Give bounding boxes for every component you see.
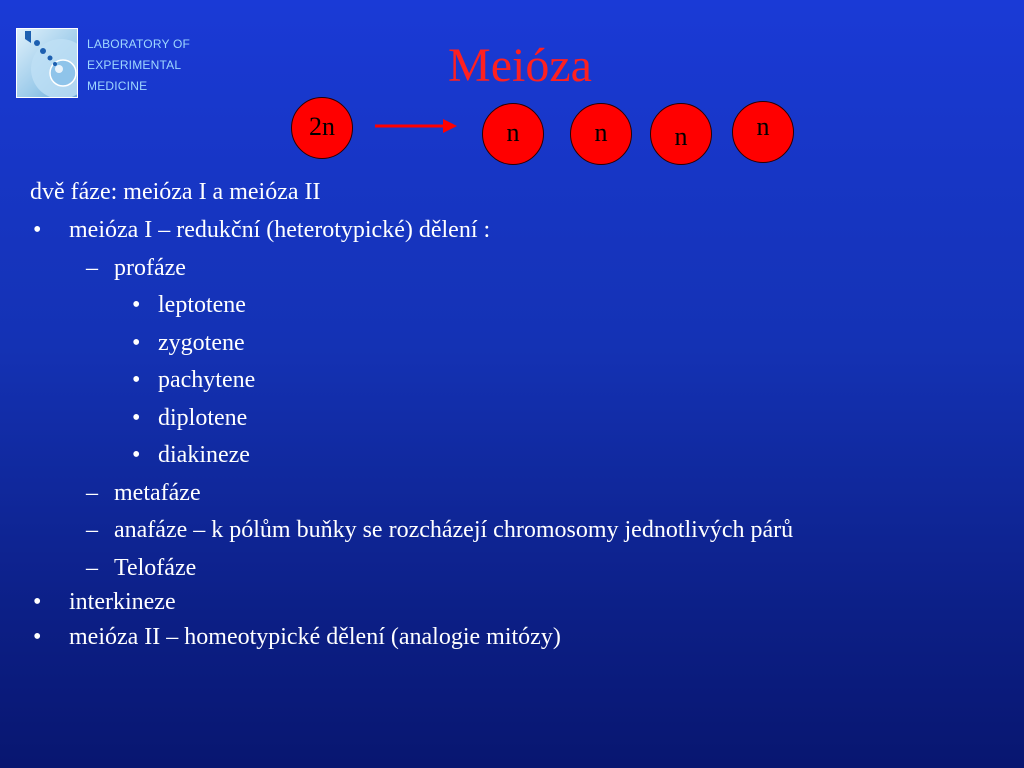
bullet-marker: •: [132, 442, 141, 468]
stage-item: leptotene: [158, 292, 246, 318]
bullet-marker: •: [132, 292, 141, 318]
parent-cell-label: 2n: [309, 112, 335, 141]
anaphase-item: anafáze – k pólům buňky se rozcházejí chromosomy jednotlivých párů: [114, 517, 794, 543]
bullet-marker: •: [132, 405, 141, 431]
arrow-icon: [375, 117, 457, 135]
telophase-item: Telofáze: [114, 555, 197, 581]
stage-item: pachytene: [158, 367, 256, 393]
daughter-cell-3: [650, 103, 712, 165]
daughter-cell-label: n: [506, 118, 520, 147]
dash-marker: –: [86, 480, 98, 506]
bullet-marker: •: [33, 589, 42, 615]
prophase-item: profáze: [114, 255, 186, 281]
daughter-cell-label: n: [674, 122, 688, 151]
logo-line-1: LABORATORY OF: [87, 37, 191, 51]
logo-line-3: MEDICINE: [87, 79, 148, 93]
dash-marker: –: [86, 517, 98, 543]
parent-cell-2n: [291, 97, 353, 159]
logo-line-2: EXPERIMENTAL: [87, 58, 182, 72]
stage-item: diakineze: [158, 442, 250, 468]
metaphase-item: metafáze: [114, 480, 201, 506]
meiosis-1-item: meióza I – redukční (heterotypické) dělení :: [69, 217, 491, 243]
bullet-marker: •: [33, 624, 42, 650]
bullet-marker: •: [132, 367, 141, 393]
dash-marker: –: [86, 555, 98, 581]
daughter-cell-label: n: [594, 118, 608, 147]
bullet-marker: •: [132, 330, 141, 356]
stage-item: zygotene: [158, 330, 245, 356]
stage-item: diplotene: [158, 405, 248, 431]
bullet-marker: •: [33, 217, 42, 243]
interkinesis-item: interkineze: [69, 589, 176, 615]
daughter-cell-label: n: [756, 112, 770, 141]
meiosis-2-item: meióza II – homeotypické dělení (analogie mitózy): [69, 624, 561, 650]
page-title: Meióza: [448, 39, 592, 92]
intro-text: dvě fáze: meióza I a meióza II: [30, 179, 321, 205]
dash-marker: –: [86, 255, 98, 281]
daughter-cell-4: [732, 101, 794, 163]
daughter-cell-1: [482, 103, 544, 165]
daughter-cell-2: [570, 103, 632, 165]
